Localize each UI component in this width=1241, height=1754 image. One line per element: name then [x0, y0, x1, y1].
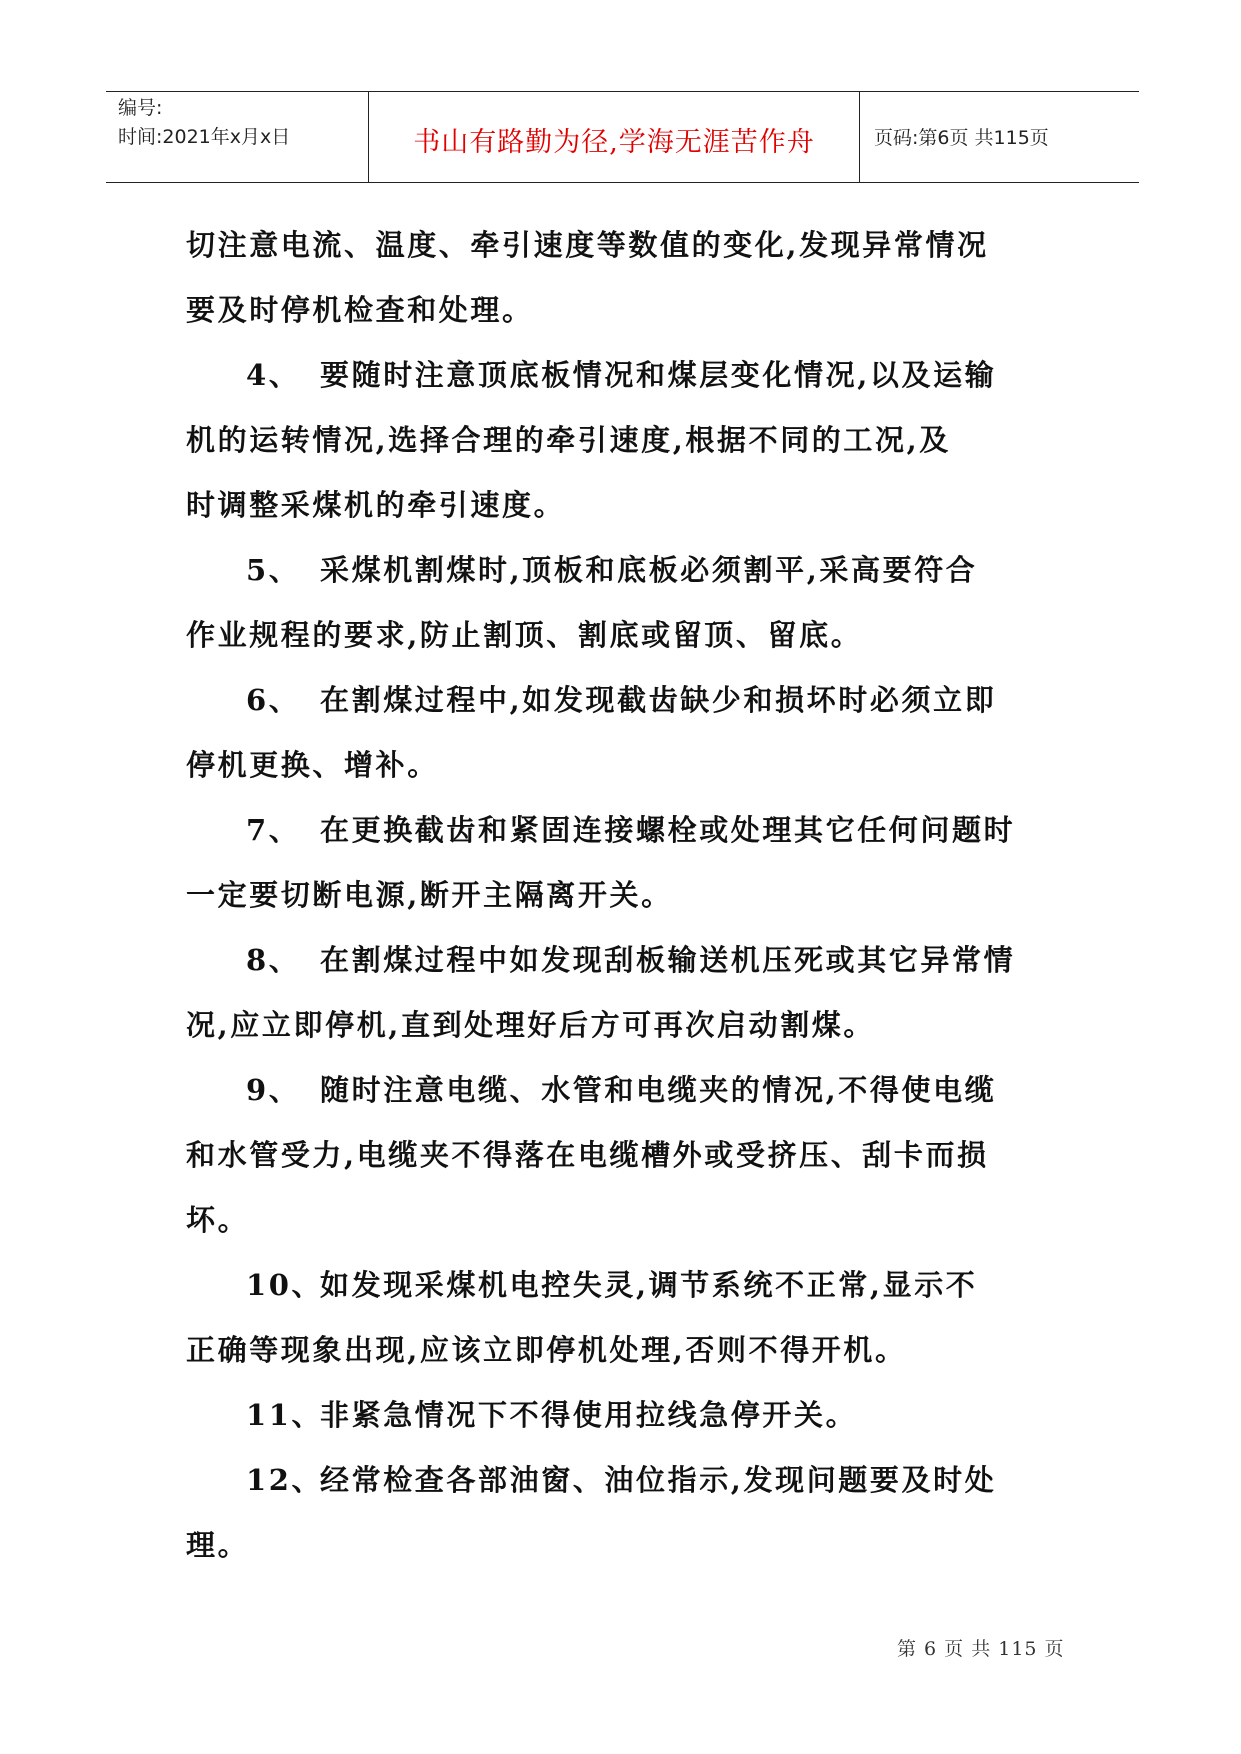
- list-number: 10、: [246, 1268, 324, 1302]
- paragraph-line: [186, 1383, 1066, 1448]
- paragraph-line: [186, 473, 1066, 538]
- paragraph-line: [186, 278, 1066, 343]
- paragraph-line: [186, 863, 1066, 928]
- list-number: 9、: [246, 1073, 301, 1107]
- header-page-code: 页码:第6页 共115页: [874, 127, 1049, 149]
- list-number: 11、: [246, 1398, 324, 1432]
- page-footer: 第 6 页 共 115 页: [897, 1638, 1065, 1660]
- list-number: 8、: [246, 943, 301, 977]
- document-body: [186, 213, 1066, 1578]
- line-text: 停机更换、增补。: [186, 748, 439, 782]
- header-motto: 书山有路勤为径,学海无涯苦作舟: [413, 127, 815, 158]
- line-text: 坏。: [186, 1203, 250, 1237]
- line-text: 随时注意电缆、水管和电缆夹的情况,不得使电缆: [320, 1073, 997, 1107]
- line-text: 经常检查各部油窗、油位指示,发现问题要及时处: [320, 1463, 997, 1497]
- line-text: 况,应立即停机,直到处理好后方可再次启动割煤。: [186, 1008, 875, 1042]
- line-text: 时调整采煤机的牵引速度。: [186, 488, 566, 522]
- line-text: 采煤机割煤时,顶板和底板必须割平,采高要符合: [320, 553, 978, 587]
- line-text: 要及时停机检查和处理。: [186, 293, 534, 327]
- line-text: 在割煤过程中如发现刮板输送机压死或其它异常情: [320, 943, 1016, 977]
- list-number: 4、: [246, 358, 301, 392]
- paragraph-line: [186, 798, 1066, 863]
- paragraph-line: [186, 668, 1066, 733]
- paragraph-line: [186, 733, 1066, 798]
- line-text: 一定要切断电源,断开主隔离开关。: [186, 878, 673, 912]
- paragraph-line: [186, 993, 1066, 1058]
- paragraph-line: [186, 1058, 1066, 1123]
- line-text: 非紧急情况下不得使用拉线急停开关。: [320, 1398, 858, 1432]
- page-header: [106, 91, 1139, 183]
- paragraph-line: [186, 538, 1066, 603]
- line-text: 切注意电流、温度、牵引速度等数值的变化,发现异常情况: [186, 228, 989, 262]
- line-text: 和水管受力,电缆夹不得落在电缆槽外或受挤压、刮卡而损: [186, 1138, 989, 1172]
- header-page-cell: [860, 92, 1139, 182]
- list-number: 5、: [246, 553, 301, 587]
- line-text: 机的运转情况,选择合理的牵引速度,根据不同的工况,及: [186, 423, 951, 457]
- header-motto-cell: [369, 92, 860, 182]
- list-number: 6、: [246, 683, 301, 717]
- serial-label: 编号:: [118, 97, 163, 119]
- line-text: 理。: [186, 1528, 250, 1562]
- paragraph-line: [186, 1253, 1066, 1318]
- line-text: 如发现采煤机电控失灵,调节系统不正常,显示不: [320, 1268, 978, 1302]
- paragraph-line: [186, 408, 1066, 473]
- list-number: 7、: [246, 813, 301, 847]
- header-info-cell: [106, 92, 369, 182]
- paragraph-line: [186, 343, 1066, 408]
- paragraph-line: [186, 1188, 1066, 1253]
- paragraph-line: [186, 1448, 1066, 1513]
- line-text: 在割煤过程中,如发现截齿缺少和损坏时必须立即: [320, 683, 997, 717]
- paragraph-line: [186, 928, 1066, 993]
- paragraph-line: [186, 603, 1066, 668]
- list-number: 12、: [246, 1463, 324, 1497]
- paragraph-line: [186, 1513, 1066, 1578]
- paragraph-line: [186, 1123, 1066, 1188]
- line-text: 要随时注意顶底板情况和煤层变化情况,以及运输: [320, 358, 997, 392]
- line-text: 在更换截齿和紧固连接螺栓或处理其它任何问题时: [320, 813, 1016, 847]
- paragraph-line: [186, 213, 1066, 278]
- line-text: 正确等现象出现,应该立即停机处理,否则不得开机。: [186, 1333, 907, 1367]
- line-text: 作业规程的要求,防止割顶、割底或留顶、留底。: [186, 618, 863, 652]
- paragraph-line: [186, 1318, 1066, 1383]
- time-label: 时间:2021年x月x日: [118, 126, 291, 148]
